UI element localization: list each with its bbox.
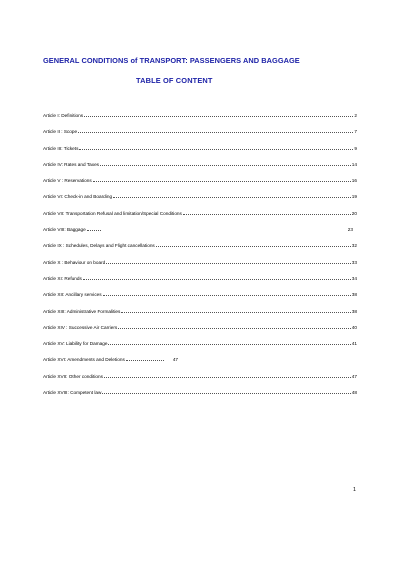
toc-leader-dots	[79, 149, 353, 150]
toc-entry-page: 40	[351, 324, 357, 330]
toc-leader-dots	[183, 214, 351, 215]
toc-leader-dots	[87, 230, 101, 231]
toc-leader-dots	[106, 263, 351, 264]
toc-leader-dots	[100, 165, 351, 166]
toc-entry-page: 48	[351, 390, 357, 396]
table-of-contents	[43, 113, 357, 406]
toc-entry-refunds[interactable]	[43, 276, 357, 292]
toc-leader-dots	[104, 377, 351, 378]
toc-entry-page: 19	[351, 194, 357, 200]
toc-entry-label: Article IX : Schedules, Delays and Flight cancellations	[43, 243, 155, 249]
toc-entry-reservations[interactable]	[43, 178, 357, 194]
toc-entry-ancillary-services[interactable]	[43, 292, 357, 308]
toc-entry-behaviour-on-board[interactable]	[43, 260, 357, 276]
toc-entry-rates-and-taxes[interactable]	[43, 162, 357, 178]
toc-entry-competent-law[interactable]	[43, 390, 357, 406]
toc-leader-dots	[121, 312, 350, 313]
toc-entry-label: Article IV: Rates and Taxes	[43, 161, 100, 167]
toc-entry-label: Article V : Reservations	[43, 178, 92, 184]
toc-leader-dots	[93, 181, 351, 182]
toc-leader-dots	[78, 132, 353, 133]
toc-entry-liability-for-damage[interactable]	[43, 341, 357, 357]
toc-entry-label: Article XV: Liability for Damage	[43, 341, 108, 347]
toc-entry-label: Article XII: Ancillary services	[43, 292, 102, 298]
toc-entry-baggage[interactable]	[43, 227, 357, 243]
toc-entry-administrative-formalities[interactable]	[43, 309, 357, 325]
toc-entry-successive-air-carriers[interactable]	[43, 325, 357, 341]
toc-leader-dots	[84, 116, 353, 117]
toc-leader-dots	[83, 279, 351, 280]
toc-leader-dots	[103, 295, 351, 296]
toc-entry-page: 9	[354, 145, 357, 151]
toc-entry-label: Article XI: Refunds	[43, 275, 82, 281]
toc-leader-dots	[126, 360, 164, 361]
toc-entry-scope[interactable]	[43, 129, 357, 145]
toc-entry-label: Article I: Definitions	[43, 113, 84, 118]
toc-entry-tickets[interactable]	[43, 146, 357, 162]
toc-entry-page: 34	[351, 275, 357, 281]
toc-entry-amendments-deletions[interactable]	[43, 357, 357, 373]
toc-entry-page: 47	[351, 373, 357, 379]
toc-entry-page: 38	[351, 308, 357, 314]
toc-entry-page: 23	[347, 227, 353, 233]
toc-entry-page: 7	[354, 129, 357, 135]
toc-entry-page: 47	[172, 357, 179, 363]
toc-leader-dots	[102, 393, 350, 394]
toc-entry-page: 38	[351, 292, 357, 298]
toc-entry-page: 16	[351, 178, 357, 184]
toc-entry-label: Article XIII: Administrative Formalities	[43, 308, 121, 314]
toc-leader-dots	[108, 344, 350, 345]
page-number: 1	[353, 487, 356, 493]
toc-entry-label: Article VII: Transportation Refusal and limitation/Special Conditions	[43, 210, 182, 216]
toc-entry-label: Article III: Tickets	[43, 145, 79, 151]
toc-entry-label: Article XIV : Successive Air Carriers	[43, 324, 118, 330]
toc-entry-page: 14	[351, 161, 357, 167]
toc-entry-page: 32	[351, 243, 357, 249]
toc-entry-label: Article VI: Check-in and Boarding	[43, 194, 113, 200]
toc-entry-transportation-refusal[interactable]	[43, 211, 357, 227]
toc-entry-label: Article II : Scope	[43, 129, 78, 135]
toc-entry-schedules-delays[interactable]	[43, 243, 357, 259]
toc-entry-label: Article XVIII: Competent law	[43, 390, 102, 396]
toc-entry-page: 41	[351, 341, 357, 347]
toc-entry-label: Article XVI: Amendments and Deletions	[43, 357, 125, 363]
toc-entry-label: Article VIII: Baggage	[43, 227, 86, 233]
toc-entry-page: 33	[351, 259, 357, 265]
toc-entry-page: 20	[351, 210, 357, 216]
toc-entry-other-conditions[interactable]	[43, 374, 357, 390]
toc-entry-label: Article X : Behaviour on board	[43, 259, 106, 265]
toc-entry-check-in-boarding[interactable]	[43, 194, 357, 210]
document-title: GENERAL CONDITIONS of TRANSPORT: PASSENGERS AND BAGGAGE	[43, 56, 300, 65]
toc-entry-page: 2	[354, 113, 357, 118]
toc-entry-definitions[interactable]	[43, 113, 357, 129]
toc-leader-dots	[118, 328, 351, 329]
toc-leader-dots	[113, 197, 351, 198]
toc-heading: TABLE OF CONTENT	[136, 76, 213, 85]
toc-leader-dots	[156, 246, 351, 247]
toc-entry-label: Article XVII: Other conditions	[43, 373, 103, 379]
